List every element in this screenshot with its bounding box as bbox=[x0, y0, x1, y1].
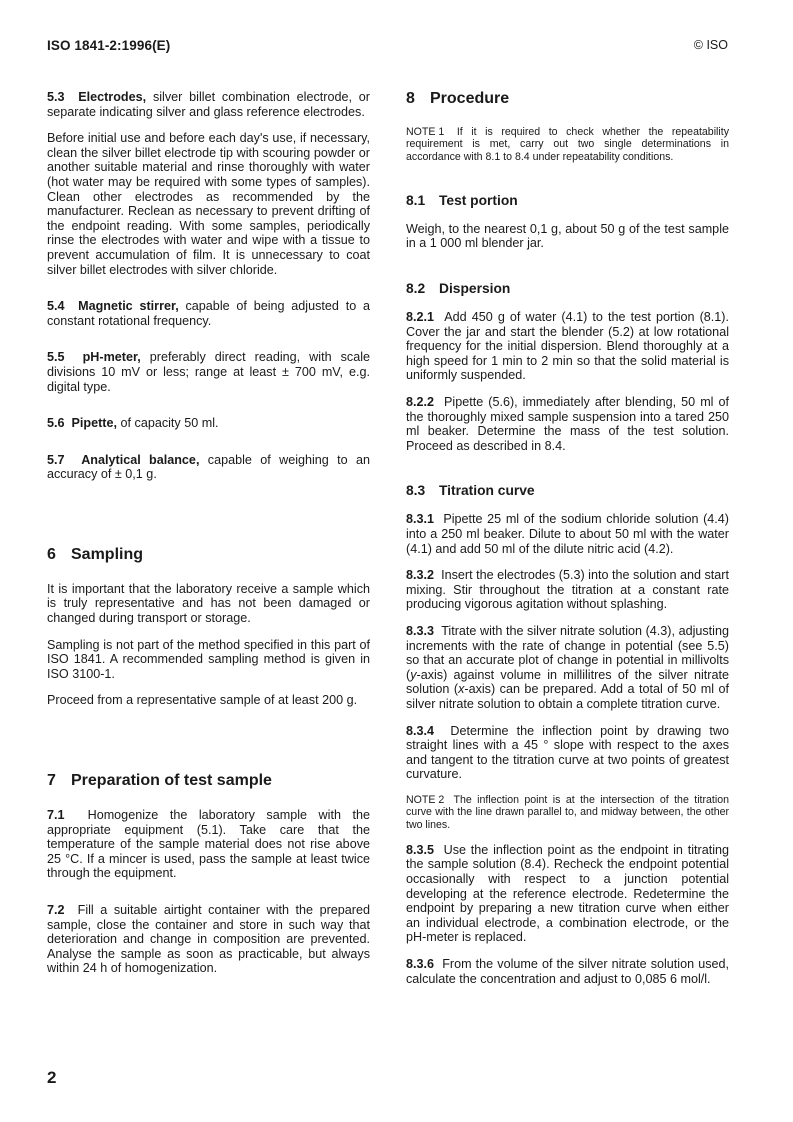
subsection-heading-8-2 bbox=[406, 281, 729, 297]
clause-text: Insert the electrodes (5.3) into the solution and start mixing. Stir throughout the titration at a constant rate producing vigorous agitation without splashing. bbox=[406, 568, 729, 612]
subsection-title: Test portion bbox=[439, 192, 518, 208]
note-tag: NOTE 2 bbox=[406, 793, 445, 806]
clause-text: Fill a suitable airtight container with the prepared sample, close the container and store in such way that deterioration and change in composition are prevented. Analyse the sample as soon as practicable, but always within 24 h of homogenization. bbox=[47, 903, 370, 976]
clause-number: 8.3.2 bbox=[406, 568, 435, 583]
clause-number: 8.3.5 bbox=[406, 842, 435, 857]
clause-number: 8.3.4 bbox=[406, 723, 435, 738]
clause-number: 8.2.2 bbox=[406, 395, 435, 410]
subsection-number: 8.1 bbox=[406, 192, 426, 208]
y-symbol: y bbox=[410, 667, 417, 682]
section-title: Sampling bbox=[71, 545, 144, 563]
section-number: 8 bbox=[406, 90, 415, 107]
section-number: 7 bbox=[47, 772, 56, 790]
clause-text: Pipette 25 ml of the sodium chloride solution (4.4) into a 250 ml beaker. Dilute to about 50 ml with the water (4.1) and add 50 ml of the dilute nitric acid (4.2). bbox=[406, 512, 729, 556]
section-number: 6 bbox=[47, 545, 56, 563]
clause-term: pH-meter, bbox=[82, 350, 141, 365]
note-tag: NOTE 1 bbox=[406, 126, 445, 138]
clause-5-5 bbox=[47, 350, 370, 394]
subsection-number: 8.2 bbox=[406, 281, 426, 297]
paragraph: It is important that the laboratory receive a sample which is truly representative and has not been damaged or changed during transport or storage. bbox=[47, 581, 370, 626]
clause-term: Magnetic stirrer, bbox=[78, 299, 179, 314]
clause-text: Determine the inflection point by drawing two straight lines with a 45 ° slope with respect to the axes and tangent to the titration curve at two points of greatest curvature. bbox=[406, 723, 729, 782]
section-heading-6 bbox=[47, 546, 370, 564]
clause-8-3-5 bbox=[406, 843, 729, 945]
clause-number: 7.2 bbox=[47, 903, 65, 917]
subsection-number: 8.3 bbox=[406, 483, 426, 499]
clause-7-1 bbox=[47, 808, 370, 881]
clause-8-2-2 bbox=[406, 395, 729, 453]
clause-8-3-4 bbox=[406, 724, 729, 782]
clause-number: 5.3 bbox=[47, 90, 65, 104]
clause-text-c: -axis) can be prepared. Add a total of 50 ml of silver nitrate solution to obtain a complete titration curve. bbox=[406, 682, 729, 711]
copyright-mark: © ISO bbox=[693, 38, 728, 52]
paragraph: Proceed from a representative sample of at least 200 g. bbox=[47, 693, 358, 708]
clause-text: of capacity 50 ml. bbox=[120, 416, 219, 431]
clause-8-3-6 bbox=[406, 957, 729, 986]
subsection-title: Titration curve bbox=[439, 483, 535, 499]
clause-text: Use the inflection point as the endpoint in titrating the sample solution (8.4). Recheck the endpoint potential occasionally with respect to a junction potential developing at the reference electrode. Redetermine the endpoint by preparing a new titration curve when either an individual electrode, a combination electrode, or the pH-meter is replaced. bbox=[406, 842, 730, 945]
paragraph: Weigh, to the nearest 0,1 g, about 50 g of the test sample in a 1 000 ml blender jar. bbox=[406, 221, 729, 251]
subsection-heading-8-3 bbox=[406, 483, 729, 499]
clause-term: Analytical balance, bbox=[81, 452, 200, 467]
clause-8-2-1 bbox=[406, 310, 729, 383]
clause-text-b: -axis) against volume in millilitres of the silver nitrate solution ( bbox=[406, 667, 729, 697]
note-text: If it is required to check whether the repeatability requirement is met, carry out two single determinations in accordance with 8.1 to 8.4 under repeatability conditions. bbox=[406, 126, 729, 163]
document-id: ISO 1841-2:1996(E) bbox=[47, 38, 171, 53]
section-title: Procedure bbox=[430, 90, 510, 107]
clause-number: 8.3.1 bbox=[406, 512, 435, 527]
clause-8-3-1 bbox=[406, 512, 729, 556]
clause-5-3 bbox=[47, 90, 370, 119]
note-text: The inflection point is at the intersection of the titration curve with the line drawn parallel to, and midway between, the other two lines. bbox=[406, 793, 729, 831]
clause-number: 5.7 bbox=[47, 452, 65, 467]
paragraph: Sampling is not part of the method specified in this part of ISO 1841. A recommended sampling method is given in ISO 3100-1. bbox=[47, 637, 370, 681]
section-heading-7 bbox=[47, 772, 370, 790]
note-1 bbox=[406, 126, 729, 163]
clause-text: preferably direct reading, with scale divisions 10 mV or less; range at least ± 700 mV, e.g. digital type. bbox=[47, 350, 371, 394]
clause-5-4 bbox=[47, 299, 370, 328]
subsection-title: Dispersion bbox=[439, 281, 511, 297]
clause-term: Electrodes, bbox=[78, 90, 147, 104]
subsection-heading-8-1 bbox=[406, 193, 729, 209]
clause-7-2 bbox=[47, 903, 370, 976]
clause-text: Add 450 g of water (4.1) to the test portion (8.1). Cover the jar and start the blender (5.2) at low rotational frequency for the initial dispersion. Blend thoroughly at a high speed for 1 min to 2 min so that the solid material is uniformly suspended. bbox=[406, 310, 729, 383]
clause-number: 5.4 bbox=[47, 299, 65, 314]
clause-text: silver billet combination electrode, or separate indicating silver and glass reference electrodes. bbox=[47, 90, 371, 119]
paragraph: Before initial use and before each day's use, if necessary, clean the silver billet electrode tip with scouring powder or another suitable material and rinse thoroughly with water (hot water may be required with some types of samples). Clean other electrodes as recommended by the manufacturer. Reclean as necessary to prevent drifting of the endpoint reading. With some samples, periodically rinse the electrodes with water and wipe with a tissue to prevent accumulation of film. It is unnecessary to coat silver billet electrodes with silver chloride. bbox=[47, 131, 370, 277]
page-number: 2 bbox=[47, 1068, 57, 1087]
clause-text: From the volume of the silver nitrate solution used, calculate the concentration and adjust to 0,085 6 mol/l. bbox=[406, 956, 730, 986]
clause-text: Pipette (5.6), immediately after blending, 50 ml of the thoroughly mixed sample suspension into a tared 250 ml beaker. Determine the mass of the test solution. Proceed as described in 8.4. bbox=[406, 395, 729, 453]
x-symbol: x bbox=[458, 682, 465, 697]
clause-8-3-2 bbox=[406, 568, 729, 612]
section-heading-8 bbox=[406, 90, 729, 108]
clause-text-a: Titrate with the silver nitrate solution (4.3), adjusting increments with the rate of change in potential (see 5.5) so that an accurate plot of change in potential in millivolts ( bbox=[406, 623, 729, 682]
clause-5-6 bbox=[47, 416, 370, 431]
section-title: Preparation of test sample bbox=[71, 772, 272, 790]
clause-number: 8.3.6 bbox=[406, 956, 435, 971]
clause-text: capable of being adjusted to a constant rotational frequency. bbox=[47, 299, 371, 328]
clause-term: Pipette, bbox=[71, 416, 118, 431]
clause-number: 7.1 bbox=[47, 808, 65, 823]
clause-text: capable of weighing to an accuracy of ± 0,1 g. bbox=[47, 452, 370, 482]
clause-number: 5.6 bbox=[47, 416, 65, 431]
clause-number: 5.5 bbox=[47, 350, 65, 365]
clause-text: Homogenize the laboratory sample with the appropriate equipment (5.1). Take care that the temperature of the sample material does not rise above 25 °C. If a mincer is used, pass the sample at least twice through the equipment. bbox=[47, 808, 370, 881]
right-column bbox=[406, 90, 729, 998]
note-2 bbox=[406, 794, 729, 831]
clause-5-7 bbox=[47, 453, 370, 482]
left-column bbox=[47, 90, 370, 988]
clause-number: 8.3.3 bbox=[406, 623, 435, 638]
clause-8-3-3 bbox=[406, 624, 729, 712]
clause-number: 8.2.1 bbox=[406, 310, 435, 325]
